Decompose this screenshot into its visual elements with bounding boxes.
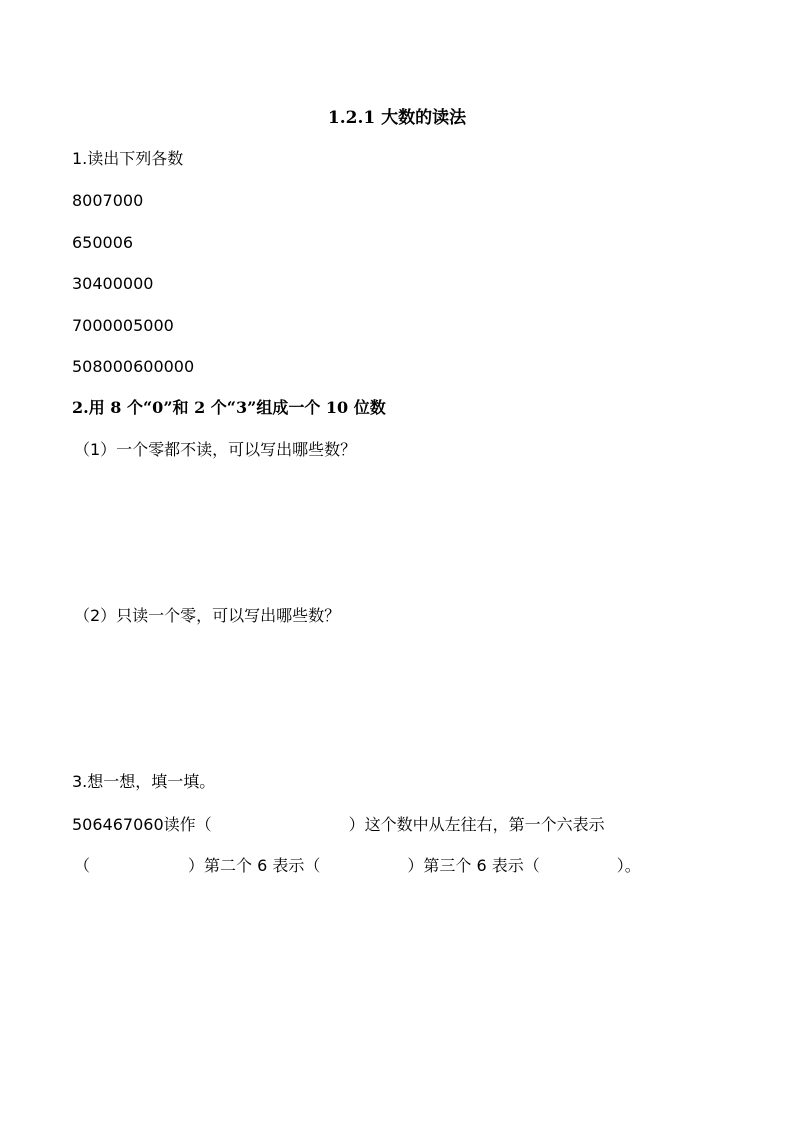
q3-heading: 3.想一想，填一填。 <box>72 772 216 791</box>
q1-number-5: 508000600000 <box>72 357 195 376</box>
q3-end: ）。 <box>616 856 641 875</box>
q1-heading: 1.读出下列各数 <box>72 149 184 168</box>
q1-number-1: 8007000 <box>72 191 144 210</box>
q1-number-2: 650006 <box>72 233 134 252</box>
q3-number: 506467060 <box>72 815 164 834</box>
q1-number-3: 30400000 <box>72 274 154 293</box>
q3-open-paren: （ <box>74 856 91 875</box>
q3-second-six-label: ）第二个 6 表示（ <box>188 856 321 875</box>
page-title: 1.2.1 大数的读法 <box>327 108 467 128</box>
q3-line2 <box>74 856 641 876</box>
q3-line1 <box>72 815 605 835</box>
q2-part1: （1）一个零都不读，可以写出哪些数？ <box>74 440 357 459</box>
q3-third-six-label: ）第三个 6 表示（ <box>407 856 540 875</box>
q3-read-label: 读作（ <box>163 815 212 834</box>
q2-part2: （2）只读一个零，可以写出哪些数？ <box>74 606 341 625</box>
q3-first-six-label: ）这个数中从左往右，第一个六表示 <box>348 815 605 834</box>
q1-number-4: 7000005000 <box>72 316 174 335</box>
q2-heading: 2.用 8 个“0”和 2 个“3”组成一个 10 位数 <box>72 398 386 417</box>
